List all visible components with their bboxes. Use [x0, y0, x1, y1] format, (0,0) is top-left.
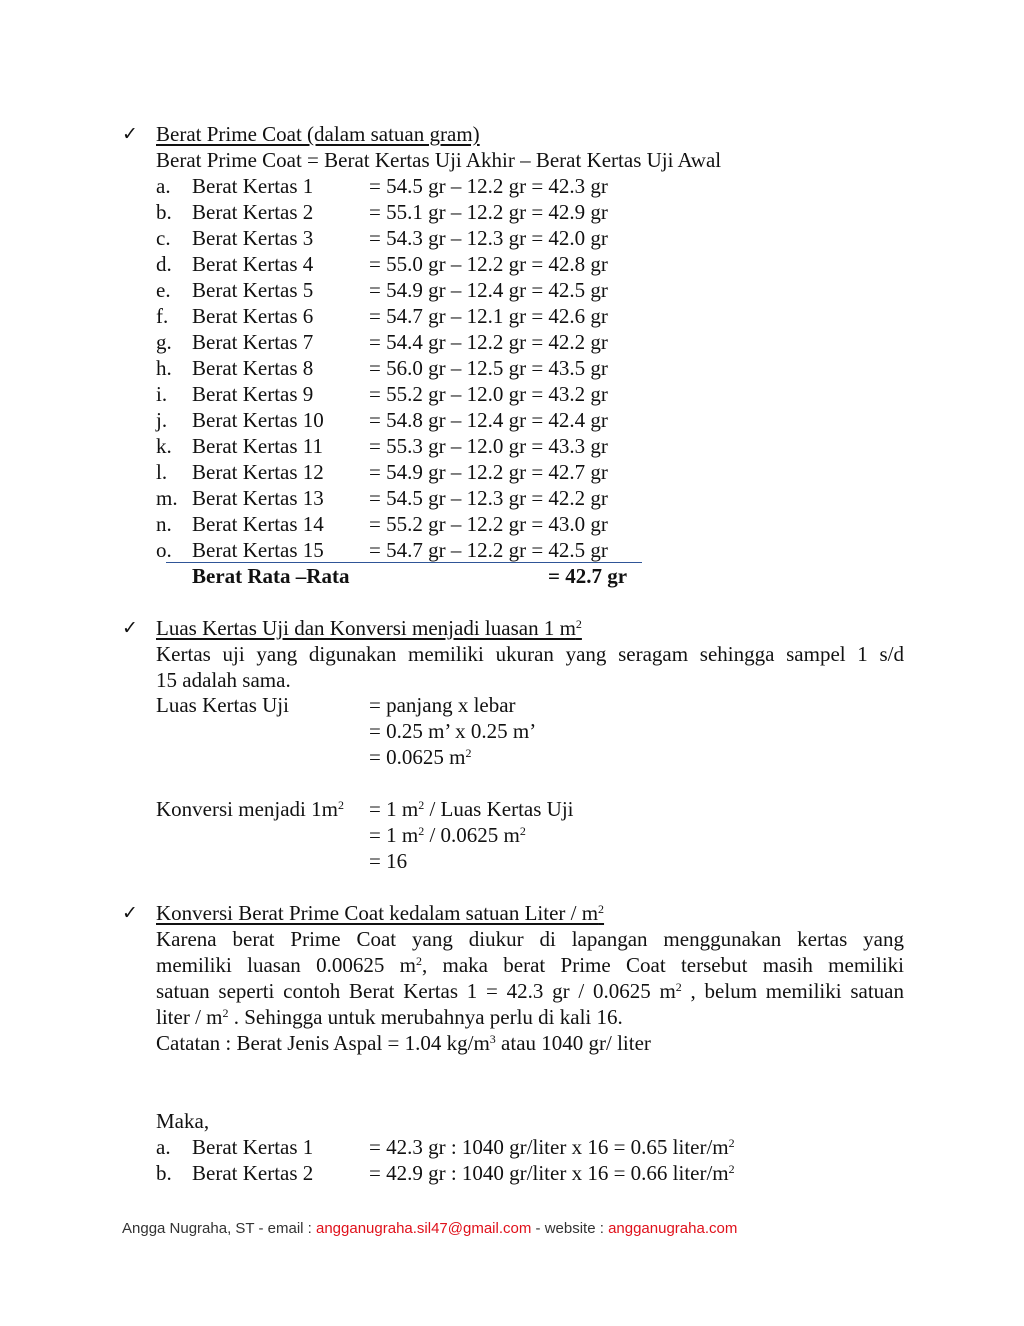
list-item-calc: = 42.9 gr : 1040 gr/liter x 16 = 0.66 liter/$m^2$ [369, 1161, 735, 1185]
list-item-letter: a. [156, 174, 171, 198]
section1-heading: Berat Prime Coat (dalam satuan gram) [156, 122, 480, 146]
catatan-line: Catatan : Berat Jenis Aspal = 1.04 $kg/m^3$ atau 1040 gr/ liter [156, 1031, 651, 1055]
list-item-letter: f. [156, 304, 169, 328]
section2-paragraph-line: 15 adalah sama. [156, 668, 291, 692]
section2-paragraph-line: Kertas uji yang digunakan memiliki ukuran yang seragam sehingga sampel 1 s/d [156, 642, 904, 666]
section1-formula: Berat Prime Coat = Berat Kertas Uji Akhir – Berat Kertas Uji Awal [156, 148, 722, 172]
footer-website-link[interactable]: angganugraha.com [608, 1220, 738, 1237]
list-item-calc: = 55.3 gr – 12.0 gr = 43.3 gr [369, 434, 608, 458]
checkmark-icon: ✓ [122, 902, 138, 924]
list-item-letter: e. [156, 278, 171, 302]
list-item-calc: = 54.8 gr – 12.4 gr = 42.4 gr [369, 408, 608, 432]
average-label: Berat Rata –Rata [192, 564, 350, 588]
luas-label: Luas Kertas Uji [156, 693, 289, 717]
checkmark-icon: ✓ [122, 617, 138, 639]
list-item-label: Berat Kertas 6 [192, 304, 314, 328]
list-item-calc: = 55.2 gr – 12.2 gr = 43.0 gr [369, 512, 608, 536]
list-item-label: Berat Kertas 8 [192, 356, 314, 380]
list-item-label: Berat Kertas 13 [192, 486, 324, 510]
list-item-calc: = 54.7 gr – 12.2 gr = 42.5 gr [369, 538, 608, 562]
list-item-label: Berat Kertas 1 [192, 174, 314, 198]
list-item-letter: m. [156, 486, 178, 510]
list-item-calc: = 54.5 gr – 12.3 gr = 42.2 gr [369, 486, 608, 510]
list-item-label: Berat Kertas 9 [192, 382, 314, 406]
footer-author: Angga Nugraha, ST - email : [122, 1220, 316, 1237]
list-item-label: Berat Kertas 1 [192, 1135, 314, 1159]
list-item-label: Berat Kertas 7 [192, 330, 314, 354]
section3-heading: Konversi Berat Prime Coat kedalam satuan Liter / $m^2$ [156, 901, 605, 925]
list-item-calc: = 54.3 gr – 12.3 gr = 42.0 gr [369, 226, 608, 250]
list-item-label: Berat Kertas 10 [192, 408, 324, 432]
list-item-calc: = 54.5 gr – 12.2 gr = 42.3 gr [369, 174, 608, 198]
list-item-label: Berat Kertas 14 [192, 512, 324, 536]
list-item-label: Berat Kertas 3 [192, 226, 314, 250]
luas-line: = panjang x lebar [369, 693, 516, 717]
list-item-calc: = 42.3 gr : 1040 gr/liter x 16 = 0.65 liter/$m^2$ [369, 1135, 735, 1159]
section3-paragraph-line: satuan seperti contoh Berat Kertas 1 = 42.3 gr / 0.0625 $m^2$ , belum memiliki satuan [156, 979, 905, 1003]
list-item-letter: j. [156, 408, 168, 432]
list-item-letter: d. [156, 252, 172, 276]
list-item-letter: g. [156, 330, 172, 354]
list-item-letter: n. [156, 512, 172, 536]
list-item-calc: = 54.4 gr – 12.2 gr = 42.2 gr [369, 330, 608, 354]
list-item-label: Berat Kertas 11 [192, 434, 324, 458]
checkmark-icon: ✓ [122, 123, 138, 145]
list-item-calc: = 54.9 gr – 12.2 gr = 42.7 gr [369, 460, 608, 484]
section3-paragraph-line: memiliki luasan 0.00625 $m^2$, maka berat Prime Coat tersebut masih memiliki [156, 953, 904, 977]
list-item-calc: = 56.0 gr – 12.5 gr = 43.5 gr [369, 356, 608, 380]
section3-paragraph-line: Karena berat Prime Coat yang diukur di lapangan menggunakan kertas yang [156, 927, 904, 951]
list-item-calc: = 55.2 gr – 12.0 gr = 43.2 gr [369, 382, 608, 406]
list-item-label: Berat Kertas 2 [192, 1161, 314, 1185]
footer-website-label: - website : [531, 1220, 609, 1237]
average-value: = 42.7 gr [548, 564, 628, 588]
list-item-calc: = 54.7 gr – 12.1 gr = 42.6 gr [369, 304, 608, 328]
section3-paragraph-line: liter / $m^2$ . Sehingga untuk merubahnya perlu di kali 16. [156, 1005, 623, 1029]
konversi-line: = 16 [369, 849, 408, 873]
list-item-label: Berat Kertas 5 [192, 278, 314, 302]
list-item-label: Berat Kertas 2 [192, 200, 314, 224]
list-item-letter: c. [156, 226, 171, 250]
list-item-letter: h. [156, 356, 172, 380]
footer-email-link[interactable]: angganugraha.sil47@gmail.com [316, 1220, 532, 1237]
list-item-label: Berat Kertas 4 [192, 252, 314, 276]
list-item-label: Berat Kertas 12 [192, 460, 324, 484]
luas-line: = 0.25 m’ x 0.25 m’ [369, 719, 537, 743]
list-item-letter: l. [156, 460, 168, 484]
list-item-letter: i. [156, 382, 168, 406]
konversi-line: = 1 $m^2 / 0.0625$ $m^2$ [369, 823, 526, 847]
list-item-calc: = 55.0 gr – 12.2 gr = 42.8 gr [369, 252, 608, 276]
list-item-calc: = 54.9 gr – 12.4 gr = 42.5 gr [369, 278, 608, 302]
section2-heading: Luas Kertas Uji dan Konversi menjadi luasan 1 $m^2$ [156, 616, 582, 640]
konversi-label: Konversi menjadi $1m^2$ [156, 797, 344, 821]
luas-line: = 0.0625 $m^2$ [369, 745, 472, 769]
list-item-letter: b. [156, 200, 172, 224]
list-item-calc: = 55.1 gr – 12.2 gr = 42.9 gr [369, 200, 608, 224]
list-item-letter: a. [156, 1135, 171, 1159]
konversi-line: = 1 $m^2$ / Luas Kertas Uji [369, 797, 574, 821]
list-item-letter: k. [156, 434, 172, 458]
maka-label: Maka, [156, 1109, 210, 1133]
footer [122, 1220, 737, 1237]
list-item-letter: o. [156, 538, 172, 562]
list-item-label: Berat Kertas 15 [192, 538, 324, 562]
list-item-letter: b. [156, 1161, 172, 1185]
